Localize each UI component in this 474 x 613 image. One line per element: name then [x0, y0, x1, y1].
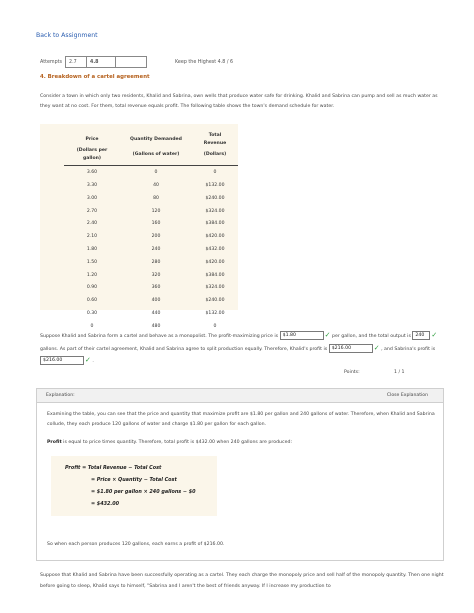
- formula-line-1: Profit = Total Revenue − Total Cost: [65, 465, 162, 471]
- revenue-cell: $240.00: [205, 298, 225, 304]
- explanation-header: [36, 388, 444, 403]
- demand-schedule-panel: [40, 124, 238, 329]
- output-input[interactable]: 240: [412, 331, 430, 340]
- points-label: Points:: [344, 370, 360, 375]
- revenue-cell: $132.00: [205, 183, 225, 189]
- table-row: [64, 307, 238, 320]
- revenue-cell: $324.00: [205, 208, 225, 214]
- table-row: [64, 179, 238, 192]
- attempt-scores: [65, 56, 147, 68]
- demand-schedule-table: [64, 132, 238, 333]
- price-cell: 1.50: [86, 259, 98, 265]
- table-row: [64, 243, 238, 256]
- explanation-title: Explanation:: [46, 393, 75, 398]
- question-intro: Consider a town in which only two residents, Khalid and Sabrina, own wells that produce water safe for drinking. Khalid and Sabrina can pump and sell as much water as they want at no cost. For them, total revenue equals profit. The following table shows the town's demand schedule for water.: [40, 94, 438, 110]
- attempts-label: Attempts: [40, 59, 63, 65]
- revenue-cell: $432.00: [205, 247, 225, 253]
- table-row: [64, 192, 238, 205]
- revenue-cell: 0: [213, 170, 217, 176]
- attempt-score-1[interactable]: 2.7: [65, 56, 87, 68]
- cartel-question: [40, 330, 446, 368]
- col-subheader-quantity: (Gallons of water): [120, 147, 192, 166]
- quantity-cell: 480: [151, 323, 161, 329]
- q1-text-4: , and Sabrina's profit is: [381, 346, 436, 352]
- points-value: 1 / 1: [394, 370, 405, 375]
- check-icon: ✓: [324, 331, 331, 339]
- price-cell: 2.40: [86, 221, 98, 227]
- explanation-footer: So when each person produces 120 gallons, each earns a profit of $216.00.: [47, 542, 225, 547]
- table-row: [64, 294, 238, 307]
- revenue-cell: 0: [213, 323, 217, 329]
- revenue-cell: $384.00: [205, 221, 225, 227]
- price-cell: 0.60: [86, 298, 98, 304]
- price-cell: 0.30: [86, 311, 98, 317]
- attempts-row: [40, 56, 233, 68]
- quantity-cell: 320: [151, 272, 161, 278]
- quantity-cell: 40: [153, 183, 159, 189]
- keep-highest-label: Keep the Highest 4.8 / 6: [175, 59, 234, 65]
- quantity-cell: 0: [154, 170, 158, 176]
- check-icon: ✓: [373, 343, 380, 352]
- price-cell: 3.30: [86, 183, 98, 189]
- table-body: [64, 166, 238, 333]
- price-cell: 0.90: [86, 285, 98, 291]
- table-row: [64, 205, 238, 218]
- sabrina-profit-input[interactable]: $216.00: [40, 356, 84, 365]
- quantity-cell: 80: [153, 195, 159, 201]
- points-display: [344, 370, 405, 375]
- price-cell: 1.80: [86, 247, 98, 253]
- q1-text-5: .: [92, 359, 94, 365]
- price-cell: 3.60: [86, 170, 98, 176]
- formula-line-3: = $1.80 per gallon × 240 gallons − $0: [91, 489, 196, 495]
- quantity-cell: 120: [151, 208, 161, 214]
- table-row: [64, 256, 238, 269]
- revenue-cell: $420.00: [205, 234, 225, 240]
- col-header-quantity: Quantity Demanded: [130, 136, 182, 142]
- question-heading: 4. Breakdown of a cartel agreement: [40, 74, 150, 80]
- quantity-cell: 440: [151, 311, 161, 317]
- quantity-cell: 240: [151, 247, 161, 253]
- quantity-cell: 200: [151, 234, 161, 240]
- col-subheader-revenue: (Dollars): [192, 147, 238, 166]
- revenue-cell: $324.00: [205, 285, 225, 291]
- attempt-score-3[interactable]: [116, 56, 147, 68]
- table-row: [64, 269, 238, 282]
- price-cell: 1.20: [86, 272, 98, 278]
- table-row: [64, 218, 238, 231]
- khalid-profit-input[interactable]: $216.00: [329, 344, 373, 353]
- price-cell: 2.10: [86, 234, 98, 240]
- check-icon: ✓: [431, 331, 438, 339]
- price-input[interactable]: $1.80: [280, 331, 324, 340]
- quantity-cell: 400: [151, 298, 161, 304]
- col-header-revenue: Total Revenue: [203, 133, 227, 146]
- explanation-body: [36, 402, 444, 561]
- col-header-price: Price: [85, 136, 99, 142]
- close-explanation-link[interactable]: Close Explanation: [386, 393, 428, 398]
- quantity-cell: 360: [151, 285, 161, 291]
- col-subheader-price: (Dollars per gallon): [64, 147, 120, 166]
- revenue-cell: $240.00: [205, 195, 225, 201]
- profit-formula-box: [51, 456, 217, 516]
- price-cell: 0: [90, 323, 94, 329]
- quantity-cell: 160: [151, 221, 161, 227]
- table-row: [64, 282, 238, 295]
- q1-text-1: Suppose Khalid and Sabrina form a cartel and behave as a monopolist. The profit-maximizing price is: [40, 334, 279, 340]
- q1-text-3: gallons. As part of their cartel agreement, Khalid and Sabrina agree to split production equally. Therefore, Khalid's profit is: [40, 346, 328, 352]
- explanation-text: Examining the table, you can see that the price and quantity that maximize profit are $1.80 per gallon and 240 gallons of water. Therefore, when Khalid and Sabrina collude, they each produce 120 gallons of water and charge $1.80 per gallon for each gallon.: [47, 412, 435, 428]
- price-cell: 2.70: [86, 208, 98, 214]
- attempt-score-2[interactable]: 4.8: [87, 56, 116, 68]
- follow-up-paragraph: Suppose that Khalid and Sabrina have been successfully operating as a cartel. They each charge the monopoly price and sell half of the monopoly quantity. Then one night before going to sleep, Khalid says to himself, "Sabrina and I aren't the best of friends anyway. If I increase my production to: [40, 573, 444, 590]
- formula-line-2: = Price × Quantity − Total Cost: [91, 477, 177, 483]
- q1-text-2: per gallon, and the total output is: [331, 334, 411, 340]
- profit-definition: [47, 440, 292, 445]
- price-cell: 3.00: [86, 195, 98, 201]
- revenue-cell: $132.00: [205, 311, 225, 317]
- check-icon: ✓: [85, 356, 91, 365]
- quantity-cell: 280: [151, 259, 161, 265]
- table-row: [64, 230, 238, 243]
- back-to-assignment-link[interactable]: Back to Assignment: [36, 32, 98, 39]
- profit-bold-term: Profit: [47, 440, 62, 445]
- revenue-cell: $420.00: [205, 259, 225, 265]
- profit-definition-text: is equal to price times quantity. Therefore, total profit is $432.00 when 240 gallons are produced:: [61, 440, 293, 445]
- table-row: [64, 166, 238, 179]
- formula-line-4: = $432.00: [91, 501, 120, 507]
- revenue-cell: $384.00: [205, 272, 225, 278]
